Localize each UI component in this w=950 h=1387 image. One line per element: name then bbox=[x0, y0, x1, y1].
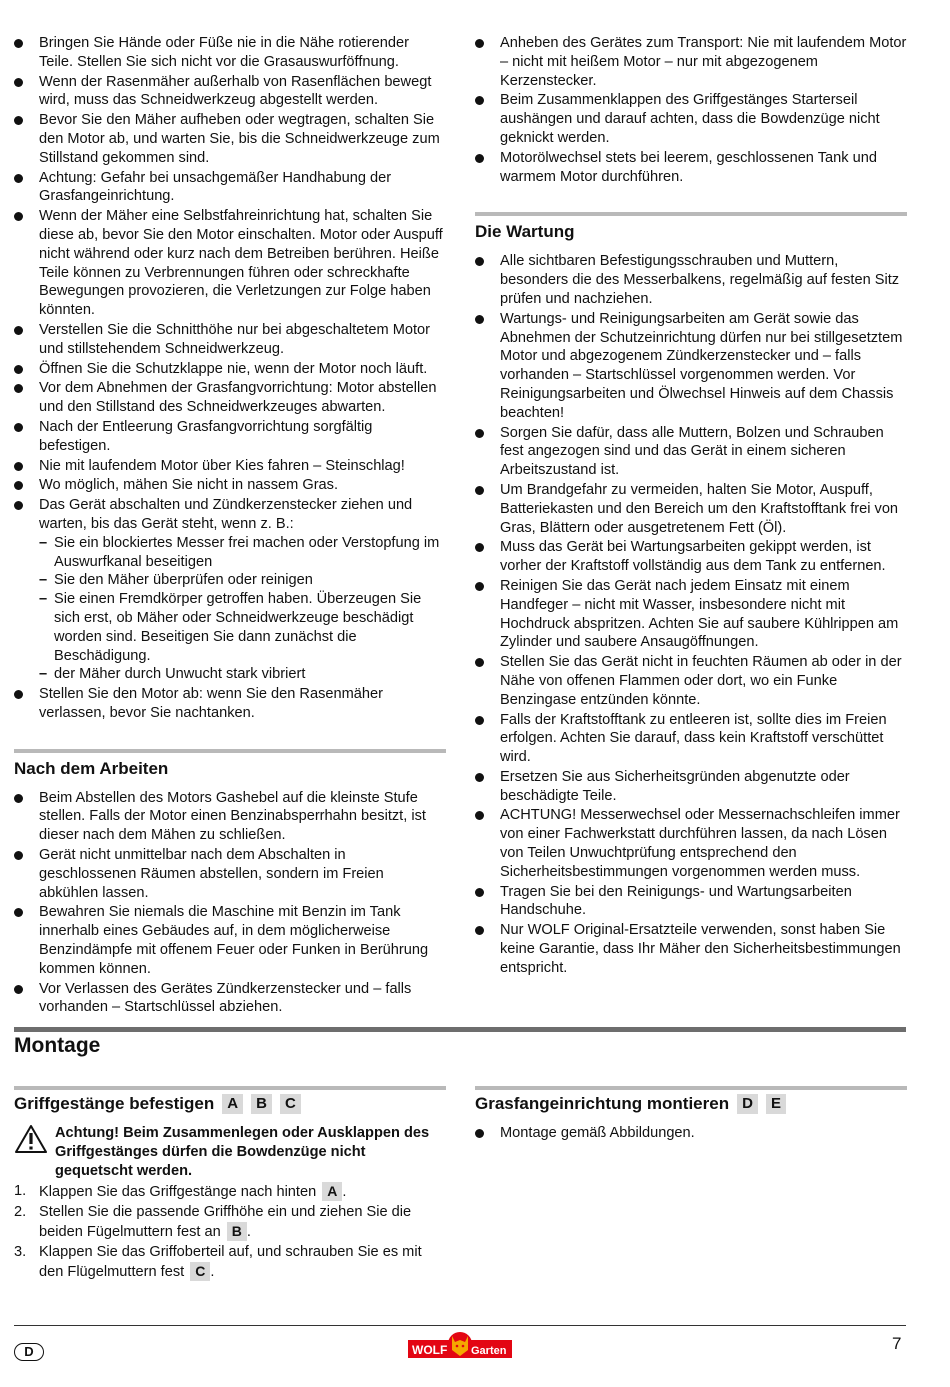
grasfang-list bbox=[475, 1124, 907, 1143]
list-item: Vor Verlassen des Gerätes Zündkerzenstecker und – falls vorhanden – Startschlüssel abziehen. bbox=[14, 980, 446, 1018]
list-item: Alle sichtbaren Befestigungsschrauben und Muttern, besonders die des Messerbalkens, regelmäßig auf festen Sitz prüfen und nachziehen. bbox=[475, 252, 907, 308]
section-title-row bbox=[475, 1094, 907, 1114]
left-column-top bbox=[14, 34, 446, 1018]
list-item: Tragen Sie bei den Reinigungs- und Wartungsarbeiten Handschuhe. bbox=[475, 883, 907, 921]
list-item: Wo möglich, mähen Sie nicht in nassem Gras. bbox=[14, 476, 446, 495]
safety-list-right bbox=[475, 34, 907, 186]
bullet-icon bbox=[475, 257, 484, 266]
sub-list bbox=[39, 534, 446, 684]
bullet-icon bbox=[475, 486, 484, 495]
list-item: Nur WOLF Original-Ersatzteile verwenden, sonst haben Sie keine Garantie, dass Ihr Mäher den Sicherheitsbestimmungen entspricht. bbox=[475, 921, 907, 977]
bullet-icon bbox=[475, 926, 484, 935]
bullet-icon bbox=[14, 326, 23, 335]
safety-list-left bbox=[14, 34, 446, 723]
list-item: Bewahren Sie niemals die Maschine mit Benzin im Tank innerhalb eines Gebäudes auf, in dem möglicherweise Benzindämpfe mit offenem Feuer oder Funken in Berührung kommen können. bbox=[14, 903, 446, 978]
bullet-icon bbox=[475, 543, 484, 552]
list-item: Motorölwechsel stets bei leerem, geschlossenen Tank und warmem Motor durchführen. bbox=[475, 149, 907, 187]
sub-list-item: – Sie einen Fremdkörper getroffen haben. Überzeugen Sie sich erst, ob Mäher oder Schneidwerkzeuge beschädigt worden sind. Beseitigen Sie dann zunächst die Beschädigung. bbox=[39, 591, 422, 664]
figure-ref-a: A bbox=[322, 1182, 342, 1201]
logo-text-wolf: WOLF bbox=[412, 1343, 448, 1357]
list-item: Stellen Sie den Motor ab: wenn Sie den Rasenmäher verlassen, bevor Sie nachtanken. bbox=[14, 685, 446, 723]
list-item: Montage gemäß Abbildungen. bbox=[475, 1124, 907, 1143]
section-title: Griffgestänge befestigen bbox=[14, 1094, 215, 1113]
list-item: Beim Zusammenklappen des Griffgestänges Starterseil aushängen und darauf achten, dass die Bowdenzüge nicht geknickt werden. bbox=[475, 91, 907, 147]
page-number: 7 bbox=[892, 1334, 902, 1353]
step-item: 1. Klappen Sie das Griffgestänge nach hinten A . bbox=[14, 1183, 347, 1201]
bullet-icon bbox=[475, 96, 484, 105]
sub-list-item: – der Mäher durch Unwucht stark vibriert bbox=[39, 666, 306, 683]
language-badge: D bbox=[14, 1343, 44, 1361]
section-divider bbox=[475, 1086, 907, 1090]
list-item: Bevor Sie den Mäher aufheben oder wegtragen, schalten Sie den Motor ab, und warten Sie, bis die Schneidwerkzeuge zum Stillstand gekommen sind. bbox=[14, 111, 446, 167]
bullet-icon bbox=[475, 582, 484, 591]
section-divider bbox=[475, 212, 907, 216]
bullet-icon bbox=[14, 851, 23, 860]
figure-ref-d: D bbox=[737, 1094, 758, 1114]
die-wartung-list bbox=[475, 252, 907, 977]
list-item: Bringen Sie Hände oder Füße nie in die Nähe rotierender Teile. Stellen Sie sich nicht vor die Grasauswurföffnung. bbox=[14, 34, 446, 72]
bullet-icon bbox=[475, 658, 484, 667]
bullet-icon bbox=[475, 888, 484, 897]
list-item: ACHTUNG! Messerwechsel oder Messernachschleifen immer von einer Fachwerkstatt durchführen lassen, da nach Lösen von Teilen Unwuchtprüfung entsprechend den Sicherheitsbestimmungen vorgenommen werden muss. bbox=[475, 806, 907, 881]
list-item: Anheben des Gerätes zum Transport: Nie mit laufendem Motor – nicht mit heißem Motor – nur mit abgezogenem Kerzenstecker. bbox=[475, 34, 907, 90]
griffgestaenge-section bbox=[14, 1086, 446, 1282]
step-number: 3. bbox=[14, 1243, 27, 1260]
bullet-icon bbox=[14, 212, 23, 221]
montage-divider bbox=[14, 1027, 906, 1032]
warning-triangle-icon bbox=[14, 1124, 48, 1154]
logo-text-garten: Garten bbox=[471, 1345, 507, 1357]
bullet-icon bbox=[475, 811, 484, 820]
bullet-icon bbox=[14, 462, 23, 471]
figure-ref-c: C bbox=[190, 1262, 210, 1281]
footer-divider bbox=[14, 1325, 906, 1326]
list-item: Sorgen Sie dafür, dass alle Muttern, Bolzen und Schrauben fest angezogen sind und das Gerät in einem sicheren Arbeitszustand ist. bbox=[475, 424, 907, 480]
step-item: 2. Stellen Sie die passende Griffhöhe ein und ziehen Sie die beiden Fügelmuttern fest an B . bbox=[14, 1204, 412, 1240]
bullet-icon bbox=[475, 429, 484, 438]
bullet-icon bbox=[475, 716, 484, 725]
list-item: Wartungs- und Reinigungsarbeiten am Gerät sowie das Abnehmen der Schutzeinrichtung dürfen nur bei stillgesetztem Motor und abgezogenem Zündkerzenstecker und – falls vorhanden – Startschlüssel vorgenommen werden. Vor Reinigungsarbeiten und Ölwechsel Hinweis auf dem Chassis beachten! bbox=[475, 310, 907, 423]
warning-note bbox=[14, 1124, 446, 1180]
list-item: Muss das Gerät bei Wartungsarbeiten gekippt werden, ist vorher der Kraftstoff vollständig aus dem Tank zu entfernen. bbox=[475, 538, 907, 576]
list-item: Verstellen Sie die Schnitthöhe nur bei abgeschaltetem Motor und stillstehendem Schneidwerkzeug. bbox=[14, 321, 446, 359]
section-title: Die Wartung bbox=[475, 222, 575, 242]
section-nach-dem-arbeiten bbox=[14, 749, 446, 779]
bullet-icon bbox=[475, 1129, 484, 1138]
bullet-icon bbox=[475, 315, 484, 324]
bullet-icon bbox=[14, 174, 23, 183]
list-item: Nie mit laufendem Motor über Kies fahren – Steinschlag! bbox=[14, 457, 446, 476]
step-item: 3. Klappen Sie das Griffoberteil auf, und schrauben Sie es mit den Flügelmuttern fest C . bbox=[14, 1243, 422, 1280]
section-divider bbox=[14, 1086, 446, 1090]
bullet-icon bbox=[475, 773, 484, 782]
bullet-icon bbox=[14, 78, 23, 87]
list-item: Öffnen Sie die Schutzklappe nie, wenn der Motor noch läuft. bbox=[14, 360, 446, 379]
sub-list-item: – Sie ein blockiertes Messer frei machen oder Verstopfung im Auswurfkanal beseitigen bbox=[39, 534, 440, 570]
section-divider bbox=[14, 749, 446, 753]
bullet-icon bbox=[475, 154, 484, 163]
dash-icon: – bbox=[39, 534, 48, 551]
bullet-icon bbox=[14, 365, 23, 374]
list-item: Um Brandgefahr zu vermeiden, halten Sie Motor, Auspuff, Batteriekasten und den Bereich um den Kraftstofftank frei von Gras, Blättern oder ausgetretenem Fett (Öl). bbox=[475, 481, 907, 537]
bullet-icon bbox=[14, 481, 23, 490]
list-item: Reinigen Sie das Gerät nach jedem Einsatz mit einem Handfeger – nicht mit Wasser, insbesondere nicht mit Hochdruck abspritzen. Achten Sie auf saubere Kühlrippen am Zylinder und saubere Ansaugöffnungen. bbox=[475, 577, 907, 652]
section-title: Nach dem Arbeiten bbox=[14, 758, 169, 778]
section-die-wartung bbox=[475, 212, 907, 242]
warning-text: Achtung! Beim Zusammenlegen oder Ausklappen des Griffgestänges dürfen die Bowdenzüge nicht gequetscht werden. bbox=[55, 1125, 430, 1179]
figure-ref-a: A bbox=[222, 1094, 243, 1114]
list-item: Stellen Sie das Gerät nicht in feuchten Räumen ab oder in der Nähe von offenen Flammen oder dort, wo ein Funke Benzingase entzünden könnte. bbox=[475, 653, 907, 709]
list-item: Falls der Kraftstofftank zu entleeren ist, sollte dies im Freien erfolgen. Achten Sie darauf, dass kein Kraftstoff verschüttet wird. bbox=[475, 711, 907, 767]
list-item: Beim Abstellen des Motors Gashebel auf die kleinste Stufe stellen. Falls der Motor einen Benzinabsperrhahn besitzt, ist dieser nach dem Mähen zu schließen. bbox=[14, 789, 446, 845]
list-item: Das Gerät abschalten und Zündkerzenstecker ziehen und warten, bis das Gerät steht, wenn z. B.: – Sie ein blockiertes Messer frei machen oder Verstopfung im Auswurfkanal beseitigen – Sie den Mäher überprüfen oder reinigen – Sie einen Fremdkörper getroffen haben. Überzeugen Sie sich erst, ob Mäher oder Schneidwerkzeuge beschädigt worden sind. Beseitigen Sie dann zunächst die Beschädigung. – der Mäher durch Unwucht stark vibriert bbox=[14, 496, 446, 684]
assembly-steps bbox=[14, 1182, 446, 1281]
bullet-icon bbox=[14, 690, 23, 699]
dash-icon: – bbox=[39, 591, 48, 608]
list-item: Wenn der Mäher eine Selbstfahreinrichtung hat, schalten Sie diese ab, bevor Sie den Motor einschalten. Motor oder Auspuff nicht während oder kurz nach dem Betreiben berühren. Heiße Teile können zu Verbrennungen führen oder schreckhafte Bewegungen provozieren, die Verletzungen zur Folge haben könnten. bbox=[14, 207, 446, 320]
list-item: Achtung: Gefahr bei unsachgemäßer Handhabung der Grasfangeinrichtung. bbox=[14, 169, 446, 207]
list-item: Nach der Entleerung Grasfangvorrichtung sorgfältig befestigen. bbox=[14, 418, 446, 456]
sub-list-item: – Sie den Mäher überprüfen oder reinigen bbox=[39, 572, 313, 589]
dash-icon: – bbox=[39, 666, 48, 683]
figure-ref-b: B bbox=[227, 1222, 247, 1241]
nach-dem-arbeiten-list bbox=[14, 789, 446, 1018]
bullet-icon bbox=[14, 423, 23, 432]
bullet-icon bbox=[14, 384, 23, 393]
list-item: Vor dem Abnehmen der Grasfangvorrichtung: Motor abstellen und den Stillstand des Schneidwerkzeuges abwarten. bbox=[14, 379, 446, 417]
bullet-icon bbox=[14, 501, 23, 510]
figure-ref-b: B bbox=[251, 1094, 272, 1114]
section-title: Grasfangeinrichtung montieren bbox=[475, 1094, 730, 1113]
bullet-icon bbox=[14, 985, 23, 994]
figure-ref-e: E bbox=[766, 1094, 786, 1114]
section-title-row bbox=[14, 1094, 446, 1114]
bullet-icon bbox=[14, 794, 23, 803]
list-item: Wenn der Rasenmäher außerhalb von Rasenflächen bewegt wird, muss das Schneidwerkzeug abgestellt werden. bbox=[14, 73, 446, 111]
list-item: Gerät nicht unmittelbar nach dem Abschalten in geschlossenen Räumen abstellen, sondern im Freien abkühlen lassen. bbox=[14, 846, 446, 902]
step-number: 2. bbox=[14, 1204, 27, 1221]
figure-ref-c: C bbox=[280, 1094, 301, 1114]
bullet-icon bbox=[475, 39, 484, 48]
step-number: 1. bbox=[14, 1183, 27, 1200]
list-item: Ersetzen Sie aus Sicherheitsgründen abgenutzte oder beschädigte Teile. bbox=[475, 768, 907, 806]
bullet-icon bbox=[14, 908, 23, 917]
grasfang-section bbox=[475, 1086, 907, 1144]
dash-icon: – bbox=[39, 572, 48, 589]
right-column-top bbox=[475, 34, 907, 979]
bullet-icon bbox=[14, 116, 23, 125]
montage-title: Montage bbox=[14, 1034, 101, 1057]
wolf-garten-logo bbox=[408, 1331, 512, 1361]
bullet-icon bbox=[14, 39, 23, 48]
